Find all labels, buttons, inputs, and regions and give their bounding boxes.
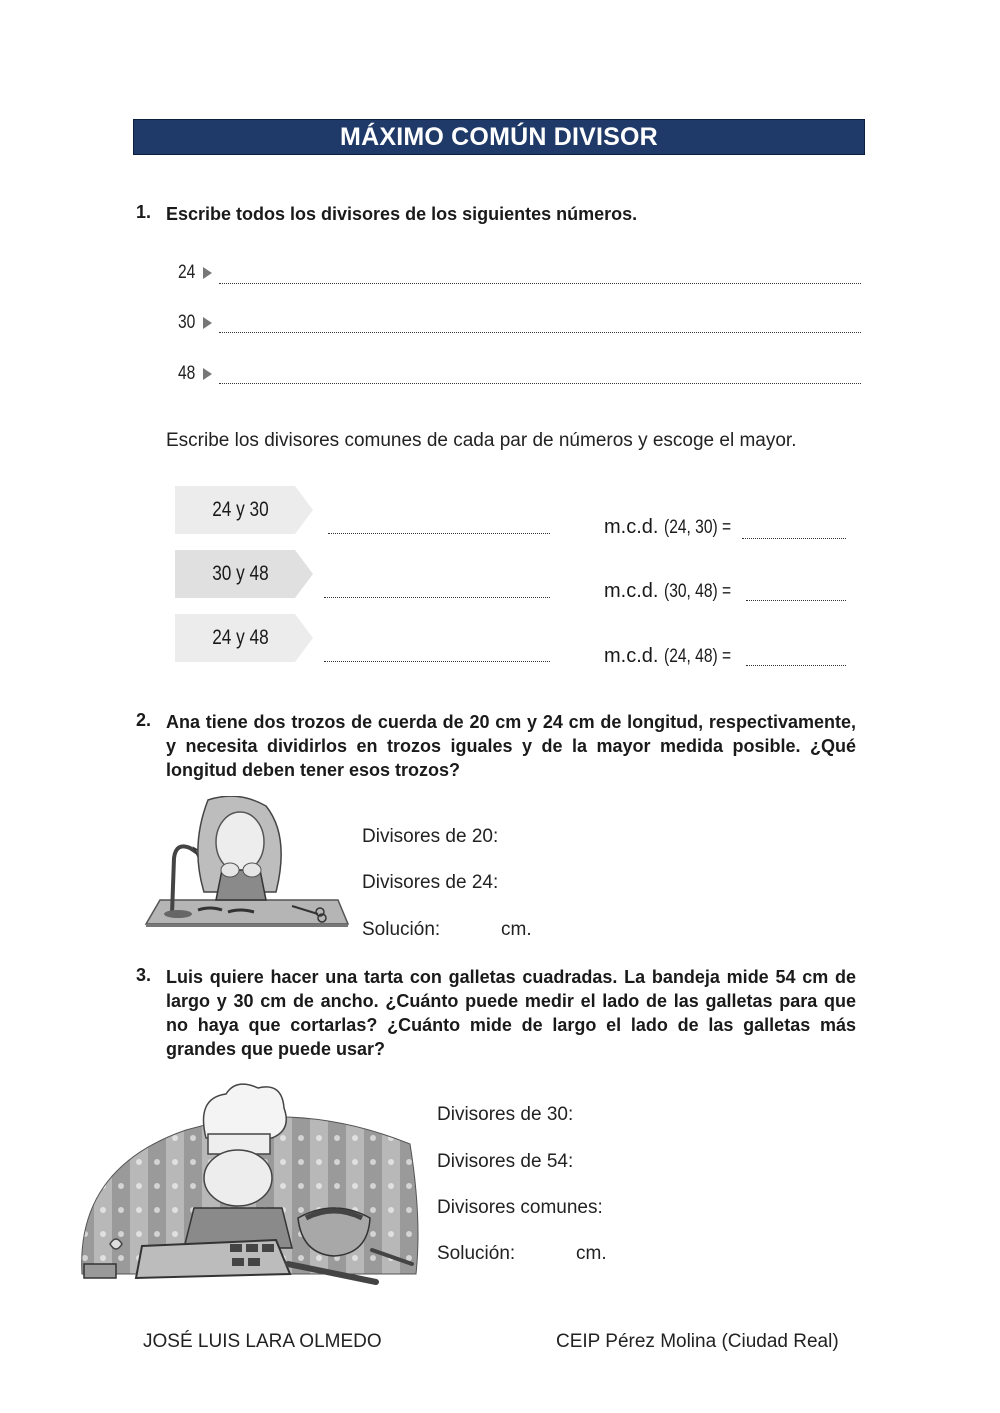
common-divisors-line-30-48[interactable] [324,597,550,598]
divisors-54-label: Divisores de 54: [437,1151,574,1172]
footer-author: JOSÉ LUIS LARA OLMEDO [143,1331,382,1352]
common-divisors-label: Divisores comunes: [437,1197,603,1218]
number-24-label: 24 [178,262,196,283]
instruction-text: Escribe los divisores comunes de cada par de números y escoge el mayor. [166,430,797,451]
common-divisors-line-24-48[interactable] [324,661,550,662]
question-1-number: 1. [136,202,152,222]
question-2-number: 2. [136,710,152,730]
arrow-icon [203,267,212,279]
solution-unit: cm. [501,919,532,940]
divisors-30-label: Divisores de 30: [437,1104,574,1125]
pair-tag-24-30: 24 y 30 [175,486,295,534]
solution-unit-3: cm. [576,1243,607,1264]
mcd-answer-24-30[interactable] [742,538,846,539]
mcd-answer-30-48[interactable] [746,600,846,601]
arrow-icon [203,368,212,380]
mcd-answer-24-48[interactable] [746,665,846,666]
boy-chef-illustration [76,1078,426,1288]
mcd-24-48: m.c.d. (24, 48) = [604,645,732,667]
question-3-number: 3. [136,965,152,985]
solution-label: Solución: [362,919,441,940]
girl-studying-illustration [142,796,350,930]
pair-tag-30-48: 30 y 48 [175,550,295,598]
answer-line-24[interactable] [219,283,861,284]
divisors-20-label: Divisores de 20: [362,826,499,847]
page-title: MÁXIMO COMÚN DIVISOR [133,119,865,155]
answer-line-48[interactable] [219,383,861,384]
question-2-text: Ana tiene dos trozos de cuerda de 20 cm y 24 cm de longitud, respectivamente, y necesita dividirlos en trozos iguales y de la mayor medida posible. ¿Qué longitud deben tener esos trozos? [166,712,856,780]
arrow-icon [203,317,212,329]
mcd-24-30: m.c.d. (24, 30) = [604,516,732,538]
solution-label-3: Solución: [437,1243,516,1264]
answer-line-30[interactable] [219,332,861,333]
pair-tag-24-48: 24 y 48 [175,614,295,662]
common-divisors-line-24-30[interactable] [328,533,550,534]
number-48-label: 48 [178,363,196,384]
mcd-30-48: m.c.d. (30, 48) = [604,580,732,602]
question-1-text: Escribe todos los divisores de los siguientes números. [166,204,638,224]
question-3-text: Luis quiere hacer una tarta con galletas cuadradas. La bandeja mide 54 cm de largo y 30 cm de ancho. ¿Cuánto puede medir el lado de las galletas para que no haya que cortarlas? ¿Cuánto mide de largo el lado de las galletas más grandes que puede usar? [166,967,856,1059]
number-30-label: 30 [178,312,196,333]
footer-school: CEIP Pérez Molina (Ciudad Real) [556,1331,839,1352]
divisors-24-label: Divisores de 24: [362,872,499,893]
